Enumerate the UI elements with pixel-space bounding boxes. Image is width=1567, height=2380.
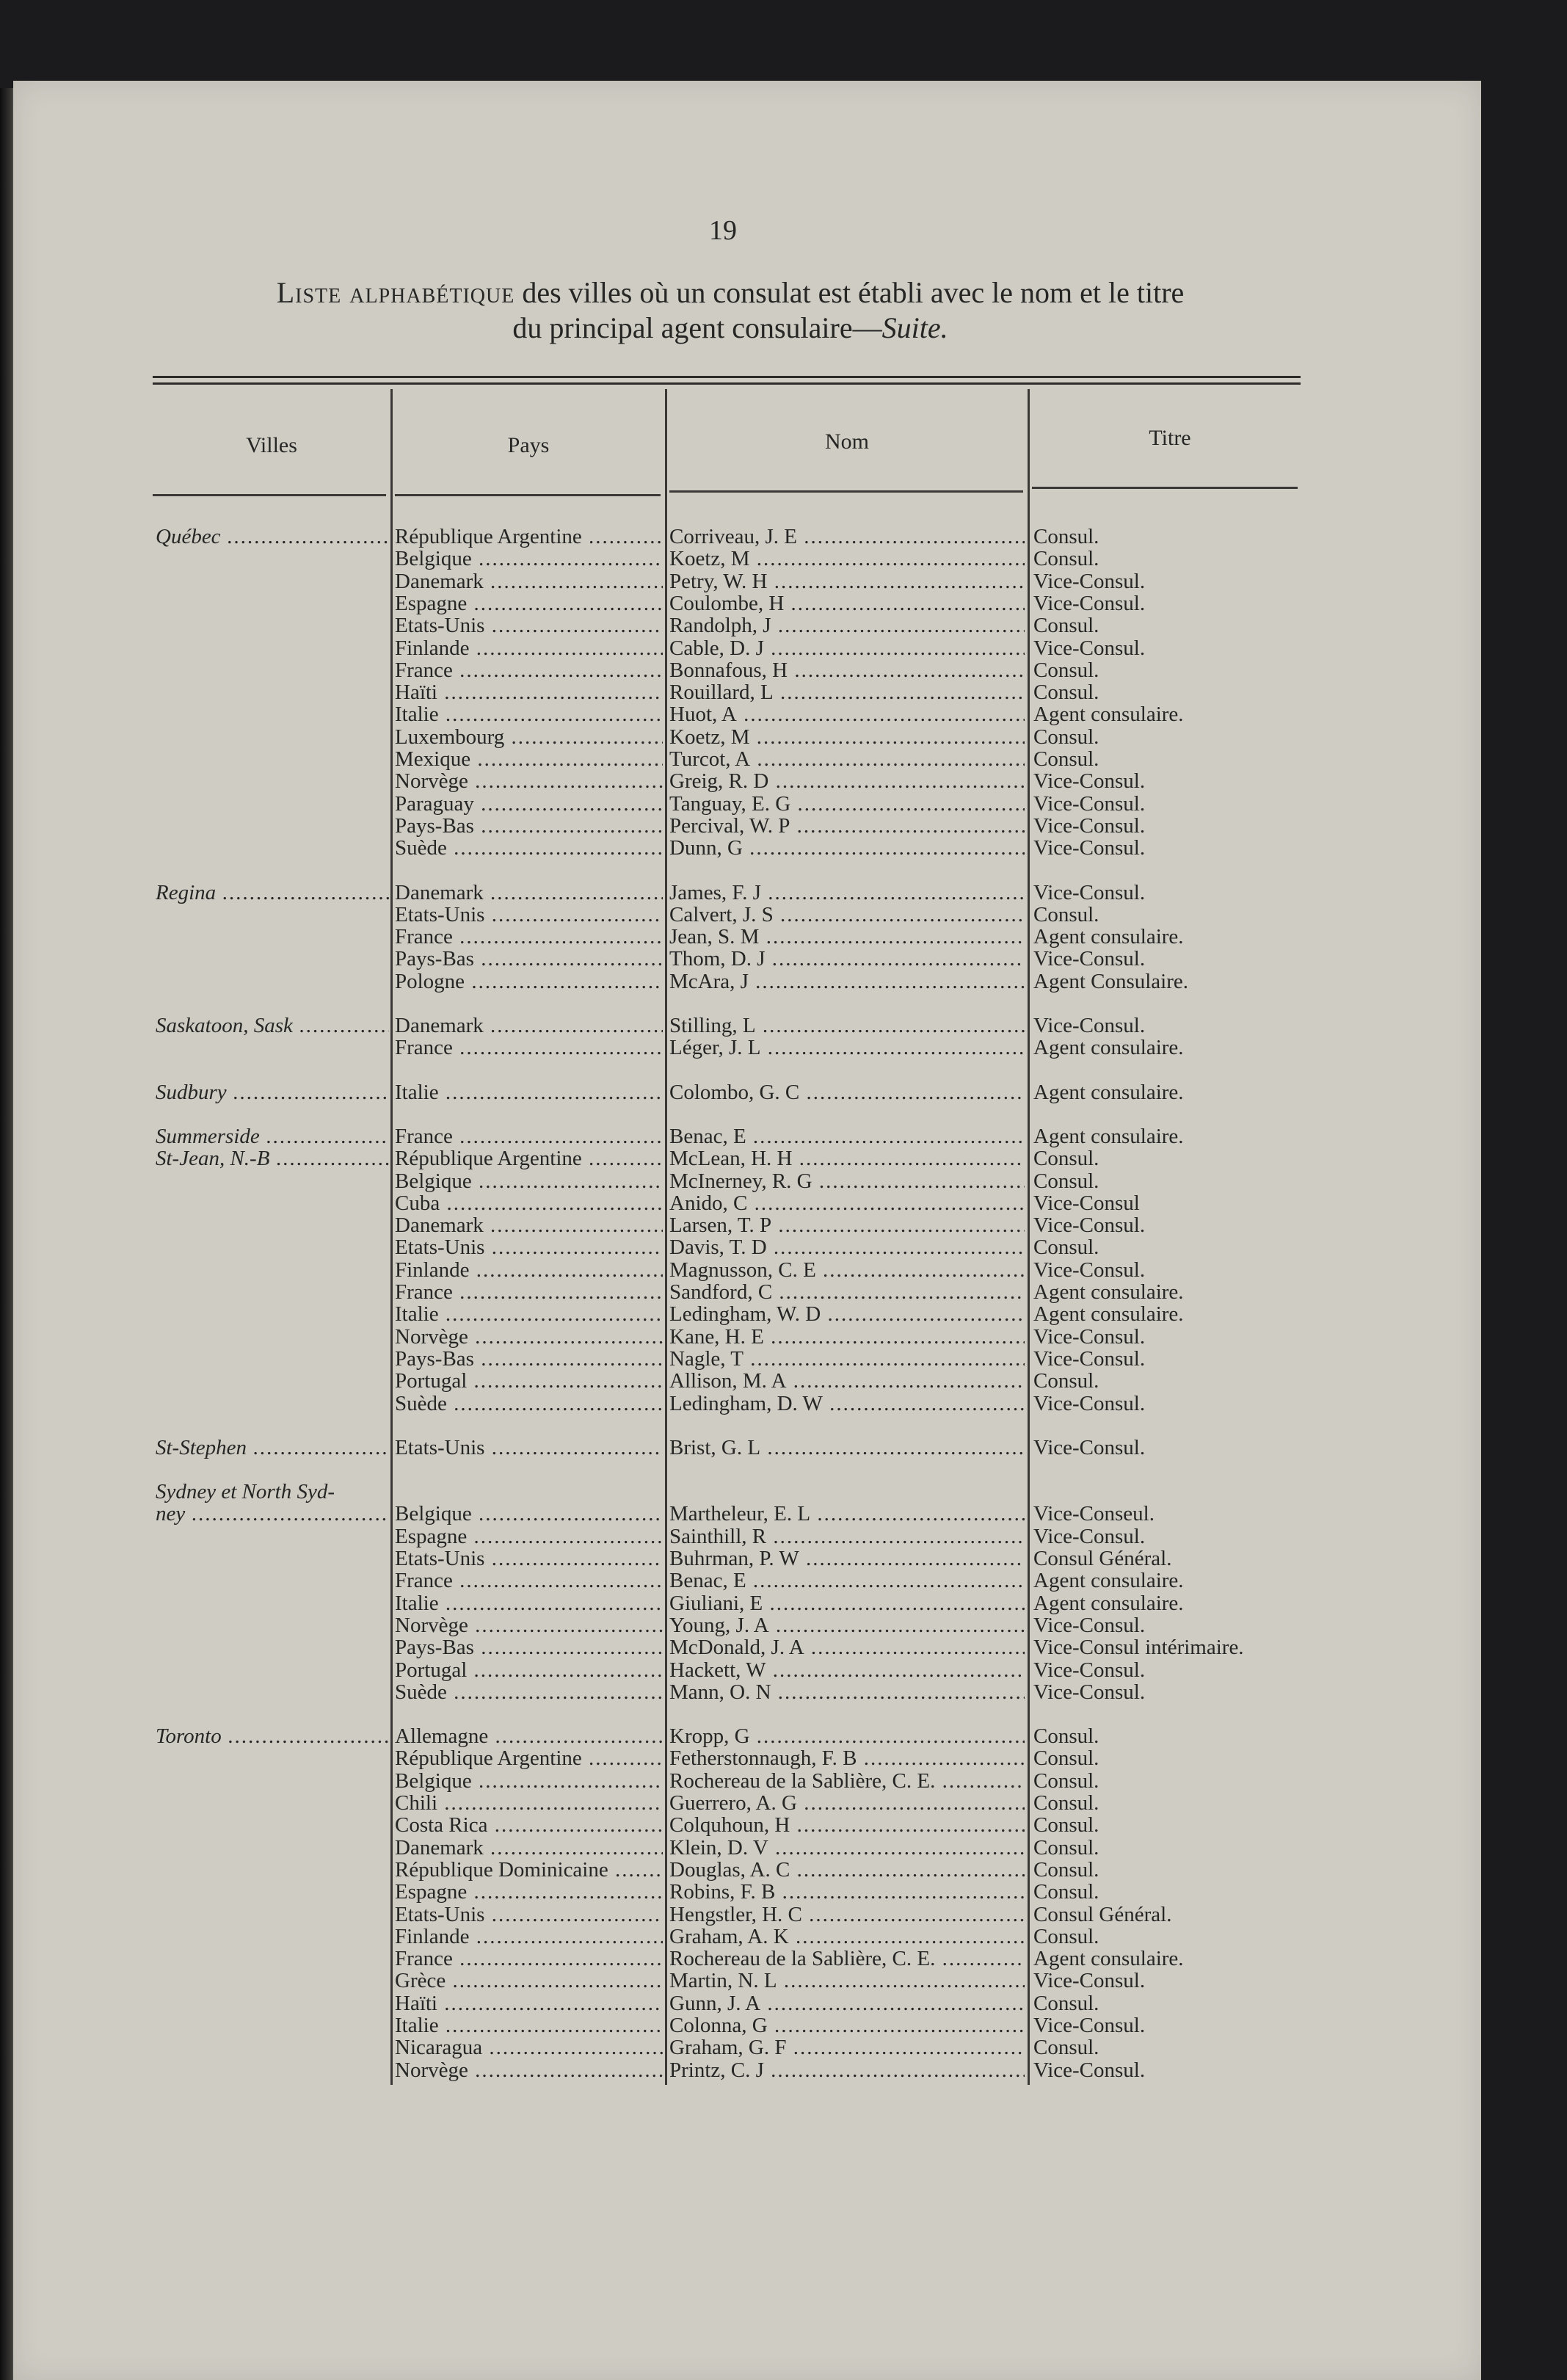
- country-cell: France .....: [395, 1948, 663, 1970]
- country-cell: Suède .....: [395, 837, 663, 859]
- name-cell: Kane, H. E .....: [669, 1326, 1025, 1348]
- country-cell: Italie .....: [395, 1081, 663, 1103]
- name-cell: McLean, H. H .....: [669, 1147, 1025, 1169]
- country-cell: Etats-Unis .....: [395, 614, 663, 636]
- name-cell: Douglas, A. C .....: [669, 1859, 1025, 1881]
- country-cell: Haïti .....: [395, 1992, 663, 2014]
- country-cell: Costa Rica .....: [395, 1814, 663, 1836]
- country-cell: Etats-Unis .....: [395, 1236, 663, 1258]
- country-cell: Suède .....: [395, 1393, 663, 1415]
- name-cell: Rochereau de la Sablière, C. E. .....: [669, 1770, 1025, 1792]
- title-cell: Vice-Consul.: [1033, 792, 1146, 815]
- title-cell: Consul.: [1033, 1725, 1099, 1748]
- country-cell: Etats-Unis .....: [395, 904, 663, 926]
- country-cell: Belgique .....: [395, 1770, 663, 1792]
- city-name: Sydney et North Syd-: [156, 1481, 335, 1503]
- country-cell: France .....: [395, 1281, 663, 1303]
- title-cell: Vice-Consul.: [1033, 1436, 1146, 1459]
- city-name: St-Jean, N.-B .....: [156, 1147, 389, 1169]
- country-cell: Pologne .....: [395, 970, 663, 993]
- title-cell: Consul.: [1033, 526, 1099, 548]
- title-cell: Vice-Consul.: [1033, 1525, 1146, 1548]
- heading-suite: Suite.: [881, 311, 948, 344]
- country-cell: Belgique .....: [395, 1170, 663, 1192]
- name-cell: Printz, C. J .....: [669, 2059, 1025, 2081]
- column-header-nom: Nom: [825, 429, 869, 454]
- name-cell: Léger, J. L .....: [669, 1037, 1025, 1059]
- title-cell: Consul.: [1033, 2036, 1099, 2059]
- country-cell: Danemark .....: [395, 882, 663, 904]
- title-cell: Vice-Consul.: [1033, 837, 1146, 860]
- country-cell: Norvège .....: [395, 770, 663, 792]
- title-cell: Vice-Consul: [1033, 1191, 1140, 1214]
- name-cell: Coulombe, H .....: [669, 592, 1025, 614]
- name-cell: Benac, E .....: [669, 1125, 1025, 1147]
- name-cell: Martheleur, E. L .....: [669, 1503, 1025, 1525]
- title-cell: Vice-Consul.: [1033, 1614, 1146, 1636]
- title-cell: Agent consulaire.: [1033, 1570, 1184, 1592]
- name-cell: Dunn, G .....: [669, 837, 1025, 859]
- name-cell: Hackett, W .....: [669, 1659, 1025, 1681]
- name-cell: Allison, M. A .....: [669, 1370, 1025, 1392]
- country-cell: Espagne .....: [395, 592, 663, 614]
- country-cell: Paraguay .....: [395, 793, 663, 815]
- title-cell: Consul.: [1033, 1370, 1099, 1393]
- name-cell: Stilling, L .....: [669, 1015, 1025, 1037]
- title-cell: Consul.: [1033, 548, 1099, 570]
- name-cell: Robins, F. B .....: [669, 1881, 1025, 1903]
- title-cell: Consul.: [1033, 1814, 1099, 1837]
- title-cell: Consul.: [1033, 725, 1099, 748]
- name-cell: James, F. J .....: [669, 882, 1025, 904]
- name-cell: Klein, D. V .....: [669, 1837, 1025, 1859]
- name-cell: Sainthill, R .....: [669, 1525, 1025, 1548]
- title-cell: Vice-Consul.: [1033, 1015, 1146, 1037]
- title-cell: Consul.: [1033, 1836, 1099, 1859]
- name-cell: Graham, A. K .....: [669, 1926, 1025, 1948]
- name-cell: Bonnafous, H .....: [669, 659, 1025, 681]
- country-cell: Norvège .....: [395, 1326, 663, 1348]
- title-cell: Consul.: [1033, 1858, 1099, 1881]
- name-cell: Koetz, M .....: [669, 548, 1025, 570]
- name-cell: Giuliani, E .....: [669, 1592, 1025, 1614]
- name-cell: Buhrman, P. W .....: [669, 1548, 1025, 1570]
- city-name: ney .....: [156, 1503, 389, 1525]
- country-cell: Finlande .....: [395, 1259, 663, 1281]
- title-cell: Vice-Consul.: [1033, 948, 1146, 970]
- country-cell: Portugal .....: [395, 1659, 663, 1681]
- country-cell: République Dominicaine .....: [395, 1859, 663, 1881]
- title-cell: Vice-Conseul.: [1033, 1503, 1155, 1525]
- city-name: Québec .....: [156, 526, 389, 548]
- page-number: 19: [709, 215, 737, 246]
- city-name: Summerside .....: [156, 1125, 389, 1147]
- country-cell: Finlande .....: [395, 637, 663, 659]
- city-name: Regina .....: [156, 882, 389, 904]
- title-cell: Consul.: [1033, 1747, 1099, 1770]
- name-cell: Fetherstonnaugh, F. B .....: [669, 1747, 1025, 1769]
- city-name: Sudbury .....: [156, 1081, 389, 1103]
- title-cell: Agent consulaire.: [1033, 1948, 1184, 1970]
- name-cell: Anido, C .....: [669, 1192, 1025, 1214]
- title-cell: Vice-Consul.: [1033, 770, 1146, 793]
- country-cell: République Argentine .....: [395, 1147, 663, 1169]
- title-cell: Vice-Consul.: [1033, 1347, 1146, 1370]
- name-cell: Young, J. A .....: [669, 1614, 1025, 1636]
- name-cell: Turcot, A .....: [669, 748, 1025, 770]
- column-header-pays: Pays: [507, 433, 550, 457]
- title-cell: Consul Général.: [1033, 1548, 1172, 1570]
- name-cell: Colombo, G. C .....: [669, 1081, 1025, 1103]
- country-cell: Suède .....: [395, 1681, 663, 1703]
- country-cell: Cuba .....: [395, 1192, 663, 1214]
- title-cell: Vice-Consul.: [1033, 1214, 1146, 1237]
- city-name: St-Stephen .....: [156, 1437, 389, 1459]
- country-cell: Mexique .....: [395, 748, 663, 770]
- country-cell: Italie .....: [395, 703, 663, 725]
- country-cell: Etats-Unis .....: [395, 1904, 663, 1926]
- name-cell: Randolph, J .....: [669, 614, 1025, 636]
- country-cell: France .....: [395, 659, 663, 681]
- title-cell: Consul.: [1033, 748, 1099, 770]
- country-cell: Pays-Bas .....: [395, 1636, 663, 1658]
- name-cell: Thom, D. J .....: [669, 948, 1025, 970]
- country-cell: France .....: [395, 1125, 663, 1147]
- title-cell: Agent consulaire.: [1033, 1125, 1184, 1147]
- country-cell: France .....: [395, 1037, 663, 1059]
- country-cell: Espagne .....: [395, 1881, 663, 1903]
- title-cell: Agent consulaire.: [1033, 926, 1184, 948]
- country-cell: Norvège .....: [395, 1614, 663, 1636]
- title-cell: Consul.: [1033, 659, 1099, 681]
- name-cell: Koetz, M .....: [669, 726, 1025, 748]
- country-cell: Portugal .....: [395, 1370, 663, 1392]
- name-cell: McDonald, J. A .....: [669, 1636, 1025, 1658]
- name-cell: Magnusson, C. E .....: [669, 1259, 1025, 1281]
- name-cell: Calvert, J. S .....: [669, 904, 1025, 926]
- name-cell: Guerrero, A. G .....: [669, 1792, 1025, 1814]
- name-cell: Greig, R. D .....: [669, 770, 1025, 792]
- country-cell: Danemark .....: [395, 1015, 663, 1037]
- heading-line-1: des villes où un consulat est établi avec le nom et le titre: [515, 276, 1185, 309]
- title-cell: Consul.: [1033, 1236, 1099, 1259]
- title-cell: Consul.: [1033, 681, 1099, 704]
- country-cell: France .....: [395, 926, 663, 948]
- name-cell: Rochereau de la Sablière, C. E. .....: [669, 1948, 1025, 1970]
- name-cell: Nagle, T .....: [669, 1348, 1025, 1370]
- name-cell: Larsen, T. P .....: [669, 1214, 1025, 1236]
- title-cell: Vice-Consul.: [1033, 1680, 1146, 1703]
- country-cell: Nicaragua .....: [395, 2036, 663, 2058]
- country-cell: Danemark .....: [395, 1214, 663, 1236]
- title-cell: Agent consulaire.: [1033, 1081, 1184, 1103]
- country-cell: République Argentine .....: [395, 1747, 663, 1769]
- country-cell: Luxembourg .....: [395, 726, 663, 748]
- name-cell: Huot, A .....: [669, 703, 1025, 725]
- title-cell: Agent consulaire.: [1033, 1303, 1184, 1326]
- city-name: Toronto .....: [156, 1725, 389, 1747]
- country-cell: Finlande .....: [395, 1926, 663, 1948]
- name-cell: Jean, S. M .....: [669, 926, 1025, 948]
- title-cell: Consul Général.: [1033, 1903, 1172, 1926]
- title-cell: Consul.: [1033, 1769, 1099, 1792]
- title-cell: Consul.: [1033, 1169, 1099, 1192]
- name-cell: Davis, T. D .....: [669, 1236, 1025, 1258]
- country-cell: Italie .....: [395, 1592, 663, 1614]
- country-cell: République Argentine .....: [395, 526, 663, 548]
- country-cell: Danemark .....: [395, 1837, 663, 1859]
- name-cell: Ledingham, W. D .....: [669, 1303, 1025, 1325]
- country-cell: Pays-Bas .....: [395, 948, 663, 970]
- country-cell: Belgique .....: [395, 1503, 663, 1525]
- name-cell: Rouillard, L .....: [669, 681, 1025, 703]
- country-cell: Grèce .....: [395, 1970, 663, 1992]
- name-cell: Colonna, G .....: [669, 2014, 1025, 2036]
- country-cell: Etats-Unis .....: [395, 1437, 663, 1459]
- heading-small-caps: Liste alphabétique: [276, 276, 515, 309]
- title-cell: Consul.: [1033, 1792, 1099, 1814]
- country-cell: Espagne .....: [395, 1525, 663, 1548]
- name-cell: Mann, O. N .....: [669, 1681, 1025, 1703]
- title-cell: Consul.: [1033, 903, 1099, 926]
- title-cell: Vice-Consul.: [1033, 592, 1146, 614]
- name-cell: Martin, N. L .....: [669, 1970, 1025, 1992]
- title-cell: Vice-Consul.: [1033, 1325, 1146, 1348]
- title-cell: Consul.: [1033, 1992, 1099, 2014]
- title-cell: Vice-Consul.: [1033, 1658, 1146, 1681]
- name-cell: Corriveau, J. E .....: [669, 526, 1025, 548]
- country-cell: Danemark .....: [395, 570, 663, 592]
- country-cell: Allemagne .....: [395, 1725, 663, 1747]
- title-cell: Vice-Consul.: [1033, 881, 1146, 904]
- name-cell: Ledingham, D. W .....: [669, 1393, 1025, 1415]
- name-cell: McInerney, R. G .....: [669, 1170, 1025, 1192]
- name-cell: Colquhoun, H .....: [669, 1814, 1025, 1836]
- title-cell: Vice-Consul intérimaire.: [1033, 1636, 1244, 1659]
- name-cell: Cable, D. J .....: [669, 637, 1025, 659]
- country-cell: Italie .....: [395, 2014, 663, 2036]
- country-cell: Chili .....: [395, 1792, 663, 1814]
- country-cell: Etats-Unis .....: [395, 1548, 663, 1570]
- title-cell: Agent consulaire.: [1033, 703, 1184, 726]
- title-cell: Agent consulaire.: [1033, 1281, 1184, 1303]
- column-header-titre: Titre: [1149, 426, 1191, 450]
- name-cell: Petry, W. H .....: [669, 570, 1025, 592]
- name-cell: Hengstler, H. C .....: [669, 1904, 1025, 1926]
- heading-line-2: du principal agent consulaire—: [512, 311, 882, 344]
- title-cell: Vice-Consul.: [1033, 636, 1146, 659]
- column-header-villes: Villes: [246, 433, 297, 457]
- name-cell: Percival, W. P .....: [669, 815, 1025, 837]
- country-cell: France .....: [395, 1570, 663, 1592]
- title-cell: Consul.: [1033, 1147, 1099, 1170]
- name-cell: Gunn, J. A .....: [669, 1992, 1025, 2014]
- title-cell: Vice-Consul.: [1033, 1392, 1146, 1415]
- title-cell: Vice-Consul.: [1033, 2058, 1146, 2081]
- name-cell: Kropp, G .....: [669, 1725, 1025, 1747]
- country-cell: Pays-Bas .....: [395, 815, 663, 837]
- country-cell: Norvège .....: [395, 2059, 663, 2081]
- title-cell: Vice-Consul.: [1033, 814, 1146, 837]
- title-cell: Vice-Consul.: [1033, 2014, 1146, 2036]
- name-cell: Brist, G. L .....: [669, 1437, 1025, 1459]
- country-cell: Belgique .....: [395, 548, 663, 570]
- title-cell: Vice-Consul.: [1033, 570, 1146, 592]
- name-cell: Benac, E .....: [669, 1570, 1025, 1592]
- title-cell: Agent consulaire.: [1033, 1037, 1184, 1059]
- title-cell: Consul.: [1033, 1881, 1099, 1904]
- city-name: Saskatoon, Sask .....: [156, 1015, 389, 1037]
- title-cell: Consul.: [1033, 1925, 1099, 1948]
- name-cell: McAra, J .....: [669, 970, 1025, 993]
- title-cell: Agent consulaire.: [1033, 1592, 1184, 1614]
- name-cell: Sandford, C .....: [669, 1281, 1025, 1303]
- title-cell: Vice-Consul.: [1033, 1970, 1146, 1992]
- title-cell: Agent Consulaire.: [1033, 970, 1189, 993]
- name-cell: Graham, G. F .....: [669, 2036, 1025, 2058]
- country-cell: Pays-Bas .....: [395, 1348, 663, 1370]
- country-cell: Italie .....: [395, 1303, 663, 1325]
- name-cell: Tanguay, E. G .....: [669, 793, 1025, 815]
- country-cell: Haïti .....: [395, 681, 663, 703]
- title-cell: Vice-Consul.: [1033, 1258, 1146, 1281]
- title-cell: Consul.: [1033, 614, 1099, 637]
